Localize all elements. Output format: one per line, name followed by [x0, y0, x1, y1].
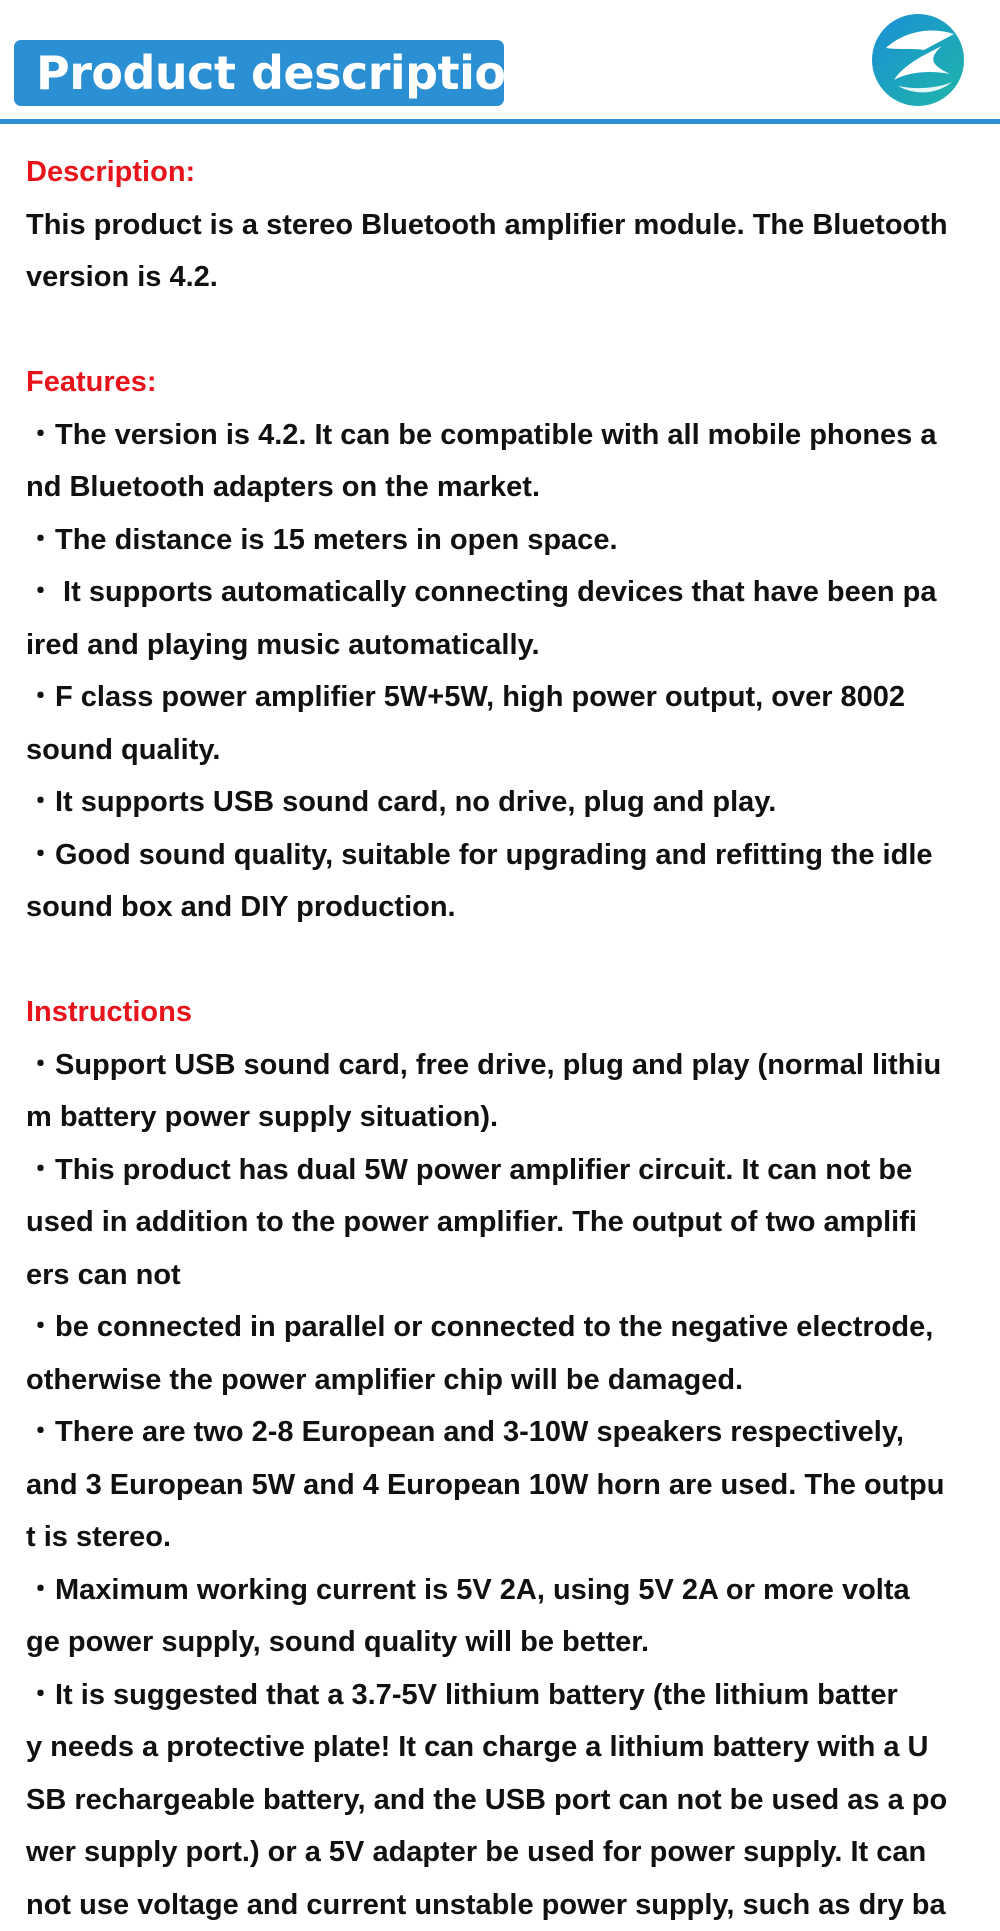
features-line: ・F class power amplifier 5W+5W, high power output, over 8002: [26, 671, 986, 724]
instructions-line: otherwise the power amplifier chip will be damaged.: [26, 1354, 986, 1407]
instructions-line: and 3 European 5W and 4 European 10W horn are used. The outpu: [26, 1459, 986, 1512]
instructions-heading: Instructions: [26, 986, 986, 1039]
features-heading: Features:: [26, 356, 986, 409]
features-line: ・The version is 4.2. It can be compatible with all mobile phones a: [26, 409, 986, 462]
instructions-line: ・Support USB sound card, free drive, plug and play (normal lithiu: [26, 1039, 986, 1092]
instructions-line: ・Maximum working current is 5V 2A, using 5V 2A or more volta: [26, 1564, 986, 1617]
description-line: version is 4.2.: [26, 251, 986, 304]
instructions-line: t is stereo.: [26, 1511, 986, 1564]
instructions-line: SB rechargeable battery, and the USB port can not be used as a po: [26, 1774, 986, 1827]
features-line: ・ It supports automatically connecting devices that have been pa: [26, 566, 986, 619]
instructions-line: m battery power supply situation).: [26, 1091, 986, 1144]
instructions-line: ers can not: [26, 1249, 986, 1302]
features-line: sound quality.: [26, 724, 986, 777]
page-header: [0, 0, 1000, 126]
instructions-line: not use voltage and current unstable power supply, such as dry ba: [26, 1879, 986, 1931]
description-heading: Description:: [26, 146, 986, 199]
spacer: [26, 934, 986, 987]
header-divider: [0, 119, 1000, 124]
instructions-line: ・There are two 2-8 European and 3-10W speakers respectively,: [26, 1406, 986, 1459]
title-banner: [14, 40, 504, 106]
logo-graphic: [868, 10, 968, 110]
features-line: ired and playing music automatically.: [26, 619, 986, 672]
brand-logo-icon: [868, 10, 968, 110]
instructions-line: ・This product has dual 5W power amplifier circuit. It can not be: [26, 1144, 986, 1197]
features-line: ・Good sound quality, suitable for upgrading and refitting the idle: [26, 829, 986, 882]
instructions-line: ・It is suggested that a 3.7-5V lithium battery (the lithium batter: [26, 1669, 986, 1722]
features-line: ・It supports USB sound card, no drive, plug and play.: [26, 776, 986, 829]
features-line: ・The distance is 15 meters in open space.: [26, 514, 986, 567]
instructions-line: ge power supply, sound quality will be better.: [26, 1616, 986, 1669]
features-line: sound box and DIY production.: [26, 881, 986, 934]
instructions-line: ・be connected in parallel or connected to the negative electrode,: [26, 1301, 986, 1354]
instructions-line: y needs a protective plate! It can charge a lithium battery with a U: [26, 1721, 986, 1774]
product-description-body: [26, 146, 986, 1931]
description-line: This product is a stereo Bluetooth amplifier module. The Bluetooth: [26, 199, 986, 252]
instructions-line: wer supply port.) or a 5V adapter be used for power supply. It can: [26, 1826, 986, 1879]
page-title: Product description: [36, 46, 538, 100]
instructions-line: used in addition to the power amplifier. The output of two amplifi: [26, 1196, 986, 1249]
features-line: nd Bluetooth adapters on the market.: [26, 461, 986, 514]
spacer: [26, 304, 986, 357]
